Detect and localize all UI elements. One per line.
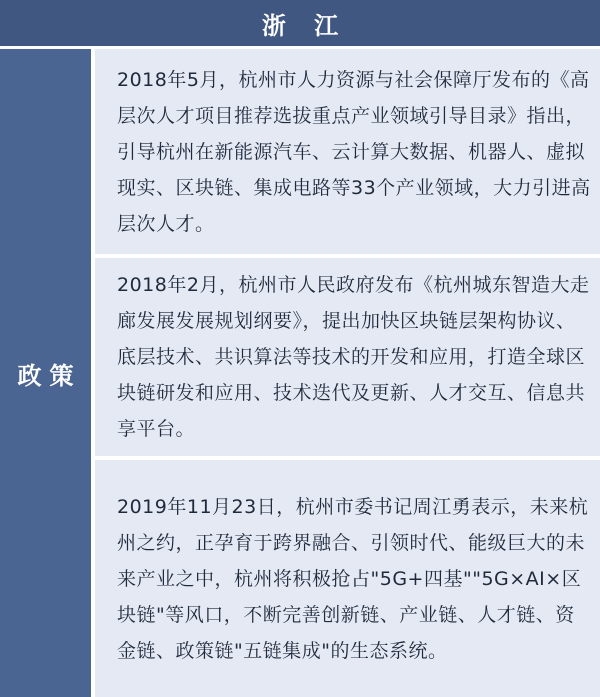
table-header	[0, 0, 600, 46]
policy-entry	[95, 49, 600, 254]
policy-entry	[95, 460, 600, 697]
row-label: 政策	[17, 361, 82, 390]
policy-entry-text: 2019年11月23日，杭州市委书记周江勇表示，未来杭州之约，正孕育于跨界融合、引领时代、能级巨大的未来产业之中，杭州将积极抢占"5G+四基""5G×AI×区块链"等风口，不断完善创新链、产业链、人才链、资金链、政策链"五链集成"的生态系统。	[117, 495, 589, 662]
policy-entry-text: 2018年5月，杭州市人力资源与社会保障厅发布的《高层次人才项目推荐选拔重点产业领域引导目录》指出，引导杭州在新能源汽车、云计算大数据、机器人、虚拟现实、区块链、集成电路等33个产业领域，大力引进高层次人才。	[117, 68, 591, 235]
region-title: 浙 江	[261, 11, 349, 40]
policy-entry	[95, 258, 600, 456]
row-label-cell	[0, 49, 91, 697]
policy-entry-text: 2018年2月，杭州市人民政府发布《杭州城东智造大走廊发展发展规划纲要》，提出加快区块链层架构协议、底层技术、共识算法等技术的开发和应用，打造全球区块链研发和应用、技术迭代及更新、人才交互、信息共享平台。	[117, 274, 590, 440]
